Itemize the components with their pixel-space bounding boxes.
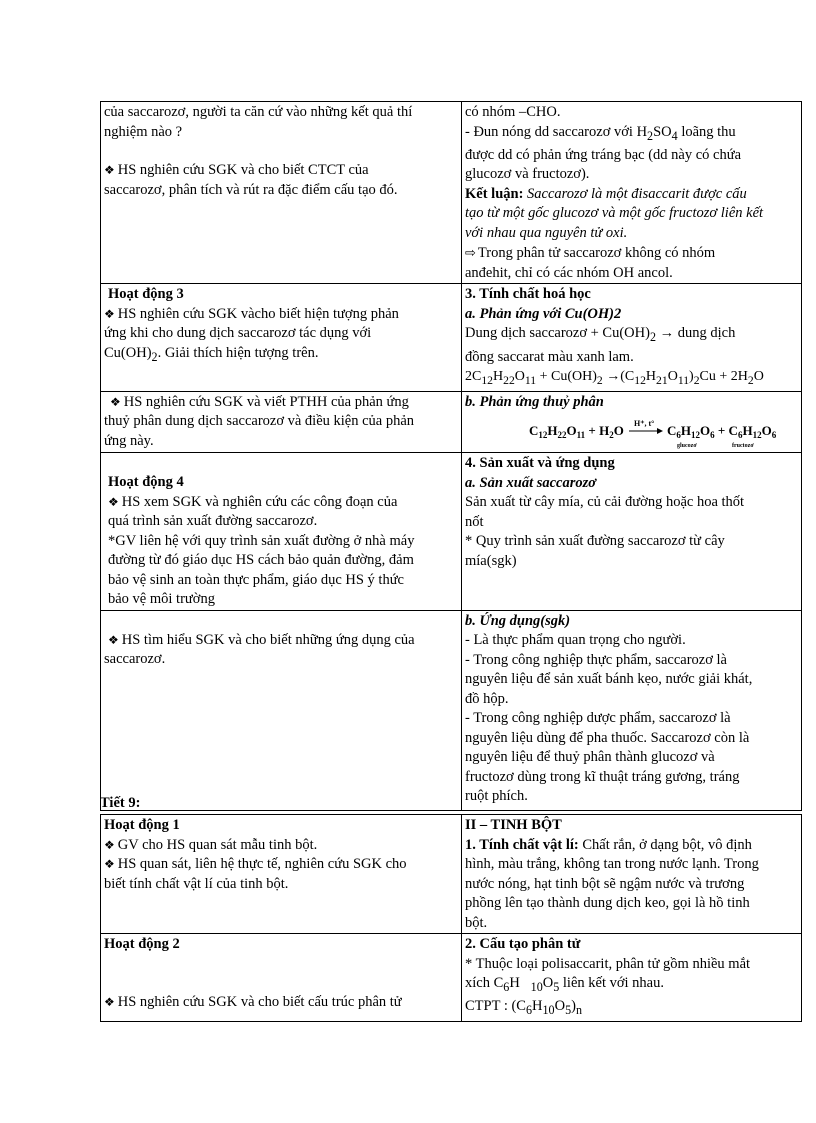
conclusion-label: Kết luận: (465, 185, 524, 202)
section-title: 2. Cấu tạo phân tử (465, 936, 581, 952)
activity-title: Hoạt động 2 (104, 936, 180, 952)
text-line: biết tính chất vật lí của tinh bột. (104, 875, 289, 892)
table1-row1-left (101, 102, 462, 284)
text-line: O (554, 998, 566, 1015)
text-line: HS nghiên cứu SGK và cho biết CTCT của (117, 162, 369, 178)
text-line: anđehit, chỉ có các nhóm OH ancol. (465, 264, 673, 281)
text-line: Sản xuất từ cây mía, củ cải đường hoặc hoa thốt (465, 494, 745, 511)
text-line: loãng thu (677, 123, 736, 140)
text-line: thuỷ phân dung dịch saccarozơ và điều kiện của phản (104, 413, 415, 430)
table2-row2-right: 2. Cấu tạo phân tử * Thuộc loại polisaccarit, phân tử gồm nhiều mắt xích $C_6H$ $_{10}O_5$ liên kết với nhau. CTPT : $(C_6H_{10}O_5)_n$ (462, 934, 802, 1022)
text-line: nước nóng, hạt tinh bột sẽ ngậm nước và trương (465, 875, 745, 892)
text-line: HS nghiên cứu SGK và viết PTHH của phản ứng (123, 393, 409, 410)
diamond-bullet-icon: ❖ (108, 494, 119, 509)
text-line: có nhóm –CHO. (465, 104, 561, 120)
text-line: Cu(OH) (104, 344, 152, 361)
text-line: ) (571, 998, 576, 1015)
diamond-bullet-icon: ❖ (104, 994, 115, 1009)
text-line: được dd có phản ứng tráng bạc (dd này có chứa (465, 146, 742, 163)
text-line: HS nghiên cứu SGK và cho biết cấu trúc phân tử (117, 993, 402, 1010)
text-line: đồ hộp. (465, 690, 509, 707)
text-line: đường từ đó giáo dục HS cách bảo quản đường, đảm (108, 552, 414, 569)
subsection-title: a. Sản xuất saccarozơ (465, 474, 597, 491)
text-line: - Trong công nghiệp thực phẩm, saccarozơ là (465, 651, 727, 668)
text-line: HS tìm hiểu SGK và cho biết những ứng dụng của (121, 631, 415, 648)
subsection-title: b. Phản ứng thuỷ phân (465, 393, 604, 410)
lesson-table-2 (100, 814, 802, 1022)
hydrolysis-equation (465, 416, 798, 452)
table1-row2-right: 3. Tính chất hoá học a. Phản ứng với Cu(OH)2 Dung dịch saccarozơ + $Cu(OH)_2$ → dung dịch đồng saccarat màu xanh lam. $2C_{12}H_{22}O_{11} + Cu(OH)_2 \to(C_{12}H_{21}O_{11})_2Cu + 2H_2O$ (462, 284, 802, 391)
glucose-label: glucozơ (676, 443, 697, 450)
text-line: saccarozơ, phân tích và rút ra đặc điểm cấu tạo đó. (104, 181, 398, 198)
table2-row1-right (462, 815, 802, 934)
text-line: → dung dịch (656, 325, 736, 342)
table1-row3-left (101, 391, 462, 453)
activity-title: Hoạt động 1 (104, 817, 180, 833)
lesson-table-1 (100, 101, 802, 811)
activity-title: Hoạt động 3 (108, 286, 184, 303)
text-line: GV cho HS quan sát mẫu tinh bột. (117, 836, 318, 853)
text-line: - Đun nóng dd saccarozơ với H (465, 123, 648, 140)
text-line: nguyên liệu để sản xuất bánh kẹo, nước giải khát, (465, 671, 753, 688)
diamond-bullet-icon: ❖ (104, 837, 115, 852)
table1-row2-left: Hoạt động 3 ❖ HS nghiên cứu SGK vàcho biết hiện tượng phản ứng khi cho dung dịch saccarozơ tác dụng với $Cu(OH)_2$. Giải thích hiện tượng trên. (101, 284, 462, 391)
text-line: Chất rắn, ở dạng bột, vô định (578, 836, 752, 853)
text-line: xích C (465, 975, 504, 991)
text-line: của saccarozơ, người ta căn cứ vào những kết quả thí (104, 104, 413, 120)
text-line: . Giải thích hiện tượng trên. (157, 344, 319, 361)
text-line: ứng khi cho dung dịch saccarozơ tác dụng với (104, 325, 372, 342)
text-line: *GV liên hệ với quy trình sản xuất đường ở nhà máy (108, 532, 415, 549)
text-line: hình, màu trắng, không tan trong nước lạnh. Trong (465, 856, 759, 872)
text-line: SO (653, 123, 672, 140)
table1-row3-right (462, 391, 802, 453)
text-line: HS quan sát, liên hệ thực tế, nghiên cứu SGK cho (117, 856, 407, 872)
text-line: bảo vệ sinh an toàn thực phẩm, giáo dục HS ý thức (108, 571, 404, 588)
text-line: mía(sgk) (465, 552, 517, 569)
text-line: H (532, 998, 543, 1015)
text-line: nguyên liệu dùng để pha thuốc. Saccarozơ còn là (465, 729, 750, 746)
text-line: * Thuộc loại polisaccarit, phân tử gồm nhiều mắt (465, 955, 751, 972)
text-line: bột. (465, 914, 488, 931)
text-line: O (542, 975, 554, 991)
text-line: - Là thực phẩm quan trọng cho người. (465, 632, 686, 649)
text-line: Trong phân tử saccarozơ không có nhóm (477, 245, 716, 262)
section-title: 4. Sản xuất và ứng dụng (465, 455, 615, 472)
text-line: đồng saccarat màu xanh lam. (465, 348, 634, 365)
text-line: nốt (465, 513, 484, 530)
table1-row1-right: có nhóm –CHO. - Đun nóng dd saccarozơ với $H_2SO_4$ loãng thu được dd có phản ứng tráng bạc (dd này có chứa glucozơ và fructozơ). Kết luận: Saccarozơ là một đisaccarit được cấu tạo từ một gốc glucozơ và một gốc fructozơ liên kết với nhau qua nguyên tử oxi. ⇨ Trong phân tử saccarozơ không có nhóm anđehit, chỉ có các nhóm OH ancol. (462, 102, 802, 284)
text-line: quá trình sản xuất đường saccarozơ. (108, 513, 318, 530)
table1-row5-right (462, 610, 802, 810)
diamond-bullet-icon: ❖ (104, 163, 115, 177)
text-line: HS nghiên cứu SGK vàcho biết hiện tượng phản (117, 305, 399, 322)
hydrolysis-equation-svg (497, 416, 776, 450)
subsection-title: a. Phản ứng với Cu(OH) (465, 305, 615, 322)
period-text: Tiết 9: (100, 795, 141, 811)
table2-row2-left (101, 934, 462, 1022)
text-line: Dung dịch saccarozơ + Cu(OH) (465, 325, 650, 342)
table2-row1-left (101, 815, 462, 934)
text-line: ruột phích. (465, 788, 528, 805)
svg-text:C6H12O6 + C6H12O6: $C_6H_{12}O_6 + C_6H_{12}O_6$ (666, 423, 776, 441)
text-line: glucozơ và fructozơ). (465, 166, 590, 183)
conclusion-text: với nhau qua nguyên tử oxi. (465, 224, 628, 241)
text-line: CTPT : (C (465, 998, 526, 1015)
fructose-label: fructozơ (731, 443, 754, 450)
diamond-bullet-icon: ❖ (104, 306, 115, 321)
conclusion-text: tạo từ một gốc glucozơ và một gốc fructozơ liên kết (465, 205, 764, 222)
svg-text:H⁺, t°: H⁺, t° (633, 419, 654, 429)
lesson-period-label (100, 795, 140, 812)
subsection-title: 1. Tính chất vật lí: (465, 836, 579, 853)
diamond-bullet-icon: ❖ (110, 394, 121, 409)
text-line: saccarozơ. (104, 651, 166, 668)
text-line: phồng lên tạo thành dung dịch keo, gọi là hồ tinh (465, 895, 750, 911)
reaction-equation: $2C_{12}H_{22}O_{11} + Cu(OH)_2 \to(C_{12}H_{21}O_{11})_2Cu + 2H_2O$ (465, 369, 764, 388)
diamond-bullet-icon: ❖ (104, 857, 115, 871)
svg-text:C12H22O11 + H2O: $C_{12}H_{22}O_{11} + H_2O$ (528, 423, 624, 441)
conclusion-text: Saccarozơ là một đisaccarit được cấu (523, 185, 747, 202)
text-line: nghiệm nào ? (104, 123, 183, 140)
diamond-bullet-icon: ❖ (108, 632, 119, 647)
text-line: H (509, 975, 520, 991)
text-line: fructozơ dùng trong kĩ thuật tráng gương, tráng (465, 768, 740, 785)
text-line: HS xem SGK và nghiên cứu các công đoạn của (121, 493, 398, 510)
activity-title: Hoạt động 4 (108, 474, 184, 491)
section-title: II – TINH BỘT (465, 817, 562, 833)
table1-row5-left (101, 610, 462, 810)
table1-row4-left (101, 453, 462, 611)
text-line: ứng này. (104, 432, 154, 449)
section-title: 3. Tính chất hoá học (465, 286, 591, 303)
arrow-right-icon: ⇨ (465, 245, 476, 261)
subsection-title: b. Ứng dụng(sgk) (465, 612, 571, 629)
text-line: liên kết với nhau. (559, 975, 664, 991)
table1-row4-right (462, 453, 802, 611)
text-line: bảo vệ môi trường (108, 591, 215, 608)
text-line: nguyên liệu để thuỷ phân thành glucozơ và (465, 749, 715, 766)
text-line: - Trong công nghiệp dược phẩm, saccarozơ là (465, 710, 731, 727)
text-line: * Quy trình sản xuất đường saccarozơ từ cây (465, 533, 725, 550)
